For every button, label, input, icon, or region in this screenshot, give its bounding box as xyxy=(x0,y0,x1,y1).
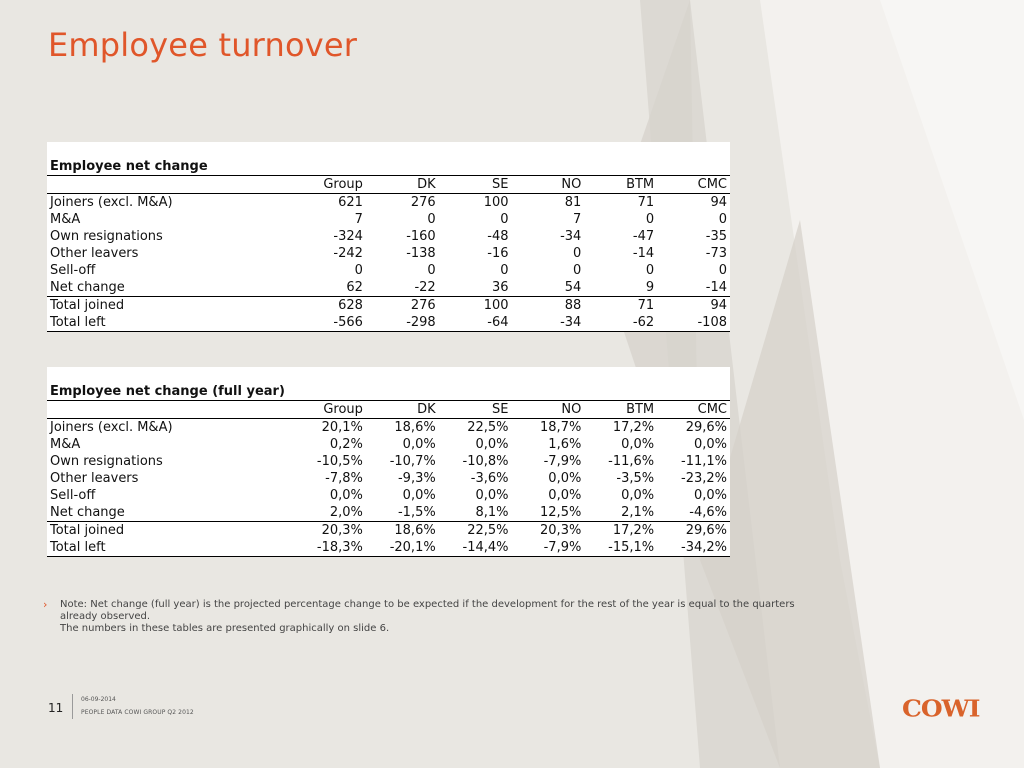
table-cell: 0,0% xyxy=(475,488,509,503)
table-cell: 0 xyxy=(718,263,727,278)
table-cell: -62 xyxy=(584,314,657,332)
table-cell: 20,3% xyxy=(321,523,363,538)
table-cell: 0 xyxy=(573,246,582,261)
table-cell: -47 xyxy=(632,229,655,244)
column-header: BTM xyxy=(584,401,657,419)
table-cell: 7 xyxy=(573,212,582,227)
column-header: NO xyxy=(512,176,585,194)
table-cell: 71 xyxy=(637,195,655,210)
table-cell: 0,0% xyxy=(693,437,727,452)
table-cell: -4,6% xyxy=(657,504,730,522)
table-cell: -11,1% xyxy=(681,454,727,469)
table-cell: -160 xyxy=(406,229,436,244)
table-cell: -10,5% xyxy=(316,454,363,469)
table-cell: 22,5% xyxy=(467,420,509,435)
table-row xyxy=(47,245,730,262)
table-cell: -22 xyxy=(366,279,439,297)
table-cell: 12,5% xyxy=(512,504,585,522)
footnote xyxy=(43,599,803,635)
row-label: Sell-off xyxy=(50,488,96,503)
table-cell: 94 xyxy=(710,195,727,210)
table-cell: -34 xyxy=(512,314,585,332)
table-cell: 17,2% xyxy=(612,523,655,538)
table-cell: 0 xyxy=(500,212,509,227)
table-cell: 17,2% xyxy=(612,420,655,435)
table-row xyxy=(47,194,730,212)
row-label: Net change xyxy=(47,504,293,522)
row-label: Own resignations xyxy=(50,229,163,244)
table-cell: 36 xyxy=(439,279,512,297)
table-cell: 628 xyxy=(338,298,363,313)
table-row xyxy=(47,504,730,522)
table-cell: 1,6% xyxy=(548,437,582,452)
table-cell: 2,0% xyxy=(293,504,366,522)
table-header-row xyxy=(47,176,730,194)
footer-document-title: PEOPLE DATA COWI GROUP Q2 2012 xyxy=(81,709,194,716)
row-label: Joiners (excl. M&A) xyxy=(50,420,173,435)
table-cell: -9,3% xyxy=(397,471,436,486)
table-row xyxy=(47,279,730,297)
table-cell: -34 xyxy=(560,229,582,244)
table-cell: -3,5% xyxy=(616,471,655,486)
table-cell: -35 xyxy=(705,229,727,244)
table-cell: 29,6% xyxy=(685,420,727,435)
row-label: Joiners (excl. M&A) xyxy=(50,195,173,210)
table-cell: 18,7% xyxy=(540,420,582,435)
table-cell: -48 xyxy=(487,229,509,244)
table-cell: 0 xyxy=(645,212,655,227)
table-cell: 29,6% xyxy=(685,523,727,538)
table-cell: 621 xyxy=(338,195,363,210)
column-header: SE xyxy=(439,176,512,194)
row-label: Total joined xyxy=(50,523,125,538)
column-header: BTM xyxy=(584,176,657,194)
footer-divider xyxy=(72,694,73,719)
table-cell: 2,1% xyxy=(584,504,657,522)
table-cell: -10,8% xyxy=(462,454,509,469)
table-cell: 0,0% xyxy=(548,471,582,486)
table-cell: 7 xyxy=(354,212,363,227)
table-cell: -64 xyxy=(439,314,512,332)
row-label: Total joined xyxy=(50,298,125,313)
table-cell: 0 xyxy=(500,263,509,278)
table-cell: 94 xyxy=(710,298,727,313)
table-cell: 0,0% xyxy=(548,488,582,503)
table-row xyxy=(47,453,730,470)
table-cell: 62 xyxy=(293,279,366,297)
table-cell: -10,7% xyxy=(389,454,436,469)
table-cell: 0 xyxy=(427,263,436,278)
table-cell: 71 xyxy=(637,298,655,313)
table-cell: 0,0% xyxy=(621,488,655,503)
table-cell: -138 xyxy=(406,246,436,261)
table-cell: -11,6% xyxy=(608,454,655,469)
table-row xyxy=(47,419,730,437)
column-header: NO xyxy=(512,401,585,419)
table-cell: 0,0% xyxy=(693,488,727,503)
table-cell: -7,9% xyxy=(512,539,585,557)
table-cell: 276 xyxy=(410,298,436,313)
table-cell: -566 xyxy=(293,314,366,332)
table-cell: -298 xyxy=(366,314,439,332)
table-cell: 54 xyxy=(512,279,585,297)
table-row xyxy=(47,487,730,504)
table-caption: Employee net change (full year) xyxy=(47,383,730,401)
row-label: Sell-off xyxy=(50,263,96,278)
table-cell: -14 xyxy=(632,246,655,261)
table-cell: 0 xyxy=(718,212,727,227)
table-cell: -7,9% xyxy=(543,454,582,469)
table-caption: Employee net change xyxy=(47,158,730,176)
table-row xyxy=(47,262,730,279)
column-header: Group xyxy=(293,401,366,419)
table-cell: -14 xyxy=(657,279,730,297)
column-header: DK xyxy=(366,401,439,419)
table-cell: -14,4% xyxy=(439,539,512,557)
table-cell: 0 xyxy=(645,263,655,278)
row-label: Other leavers xyxy=(50,246,139,261)
column-header: DK xyxy=(366,176,439,194)
table-row xyxy=(47,297,730,315)
table-row xyxy=(47,228,730,245)
row-label: Other leavers xyxy=(50,471,139,486)
row-label: M&A xyxy=(50,437,81,452)
table-cell: -3,6% xyxy=(470,471,509,486)
table-row xyxy=(47,436,730,453)
table-cell: 0,0% xyxy=(402,488,436,503)
table-cell: 9 xyxy=(584,279,657,297)
cowi-logo: COWI xyxy=(902,694,980,723)
table-cell: -23,2% xyxy=(681,471,727,486)
table-cell: 18,6% xyxy=(394,420,436,435)
table-cell: -20,1% xyxy=(366,539,439,557)
table-cell: 22,5% xyxy=(467,523,509,538)
row-label: Total left xyxy=(47,314,293,332)
note-line-1: Note: Net change (full year) is the projected percentage change to be expected if the development for the rest of the year is equal to the quarters already observed. xyxy=(60,599,795,622)
table-cell: 0,0% xyxy=(475,437,509,452)
table-cell: 8,1% xyxy=(439,504,512,522)
row-label: Own resignations xyxy=(50,454,163,469)
table-cell: 0 xyxy=(573,263,582,278)
table-header-row xyxy=(47,401,730,419)
table-row xyxy=(47,522,730,540)
employee-net-change-table xyxy=(47,142,730,332)
table-cell: 0,0% xyxy=(402,437,436,452)
table-cell: -18,3% xyxy=(293,539,366,557)
table-row xyxy=(47,314,730,332)
table-cell: 0,0% xyxy=(329,488,363,503)
table-cell: -242 xyxy=(333,246,363,261)
table-cell: 276 xyxy=(410,195,436,210)
table-cell: -7,8% xyxy=(325,471,363,486)
table-cell: -108 xyxy=(657,314,730,332)
bullet-icon: › xyxy=(43,598,48,611)
row-label: Total left xyxy=(47,539,293,557)
employee-net-change-full-year-table xyxy=(47,367,730,557)
table-cell: 88 xyxy=(564,298,582,313)
row-label: Net change xyxy=(47,279,293,297)
page-title: Employee turnover xyxy=(48,26,358,64)
table-cell: 20,3% xyxy=(540,523,582,538)
table-cell: -1,5% xyxy=(366,504,439,522)
page-number: 11 xyxy=(48,701,64,715)
table-cell: 100 xyxy=(483,298,509,313)
table-cell: -73 xyxy=(705,246,727,261)
table-cell: -34,2% xyxy=(657,539,730,557)
column-header: CMC xyxy=(657,176,730,194)
note-line-2: The numbers in these tables are presented graphically on slide 6. xyxy=(60,623,390,634)
table-cell: 0,2% xyxy=(329,437,363,452)
table-row xyxy=(47,539,730,557)
column-header: CMC xyxy=(657,401,730,419)
table-cell: 100 xyxy=(483,195,509,210)
table-cell: -15,1% xyxy=(584,539,657,557)
table-cell: 81 xyxy=(564,195,582,210)
table-cell: -16 xyxy=(487,246,509,261)
table-cell: 0 xyxy=(354,263,363,278)
table-cell: 0,0% xyxy=(621,437,655,452)
table-row xyxy=(47,470,730,487)
table-row xyxy=(47,211,730,228)
table-cell: 18,6% xyxy=(394,523,436,538)
table-cell: -324 xyxy=(333,229,363,244)
table-cell: 0 xyxy=(427,212,436,227)
column-header: Group xyxy=(293,176,366,194)
footer-date: 06-09-2014 xyxy=(81,696,116,703)
row-label: M&A xyxy=(50,212,81,227)
column-header: SE xyxy=(439,401,512,419)
table-cell: 20,1% xyxy=(321,420,363,435)
